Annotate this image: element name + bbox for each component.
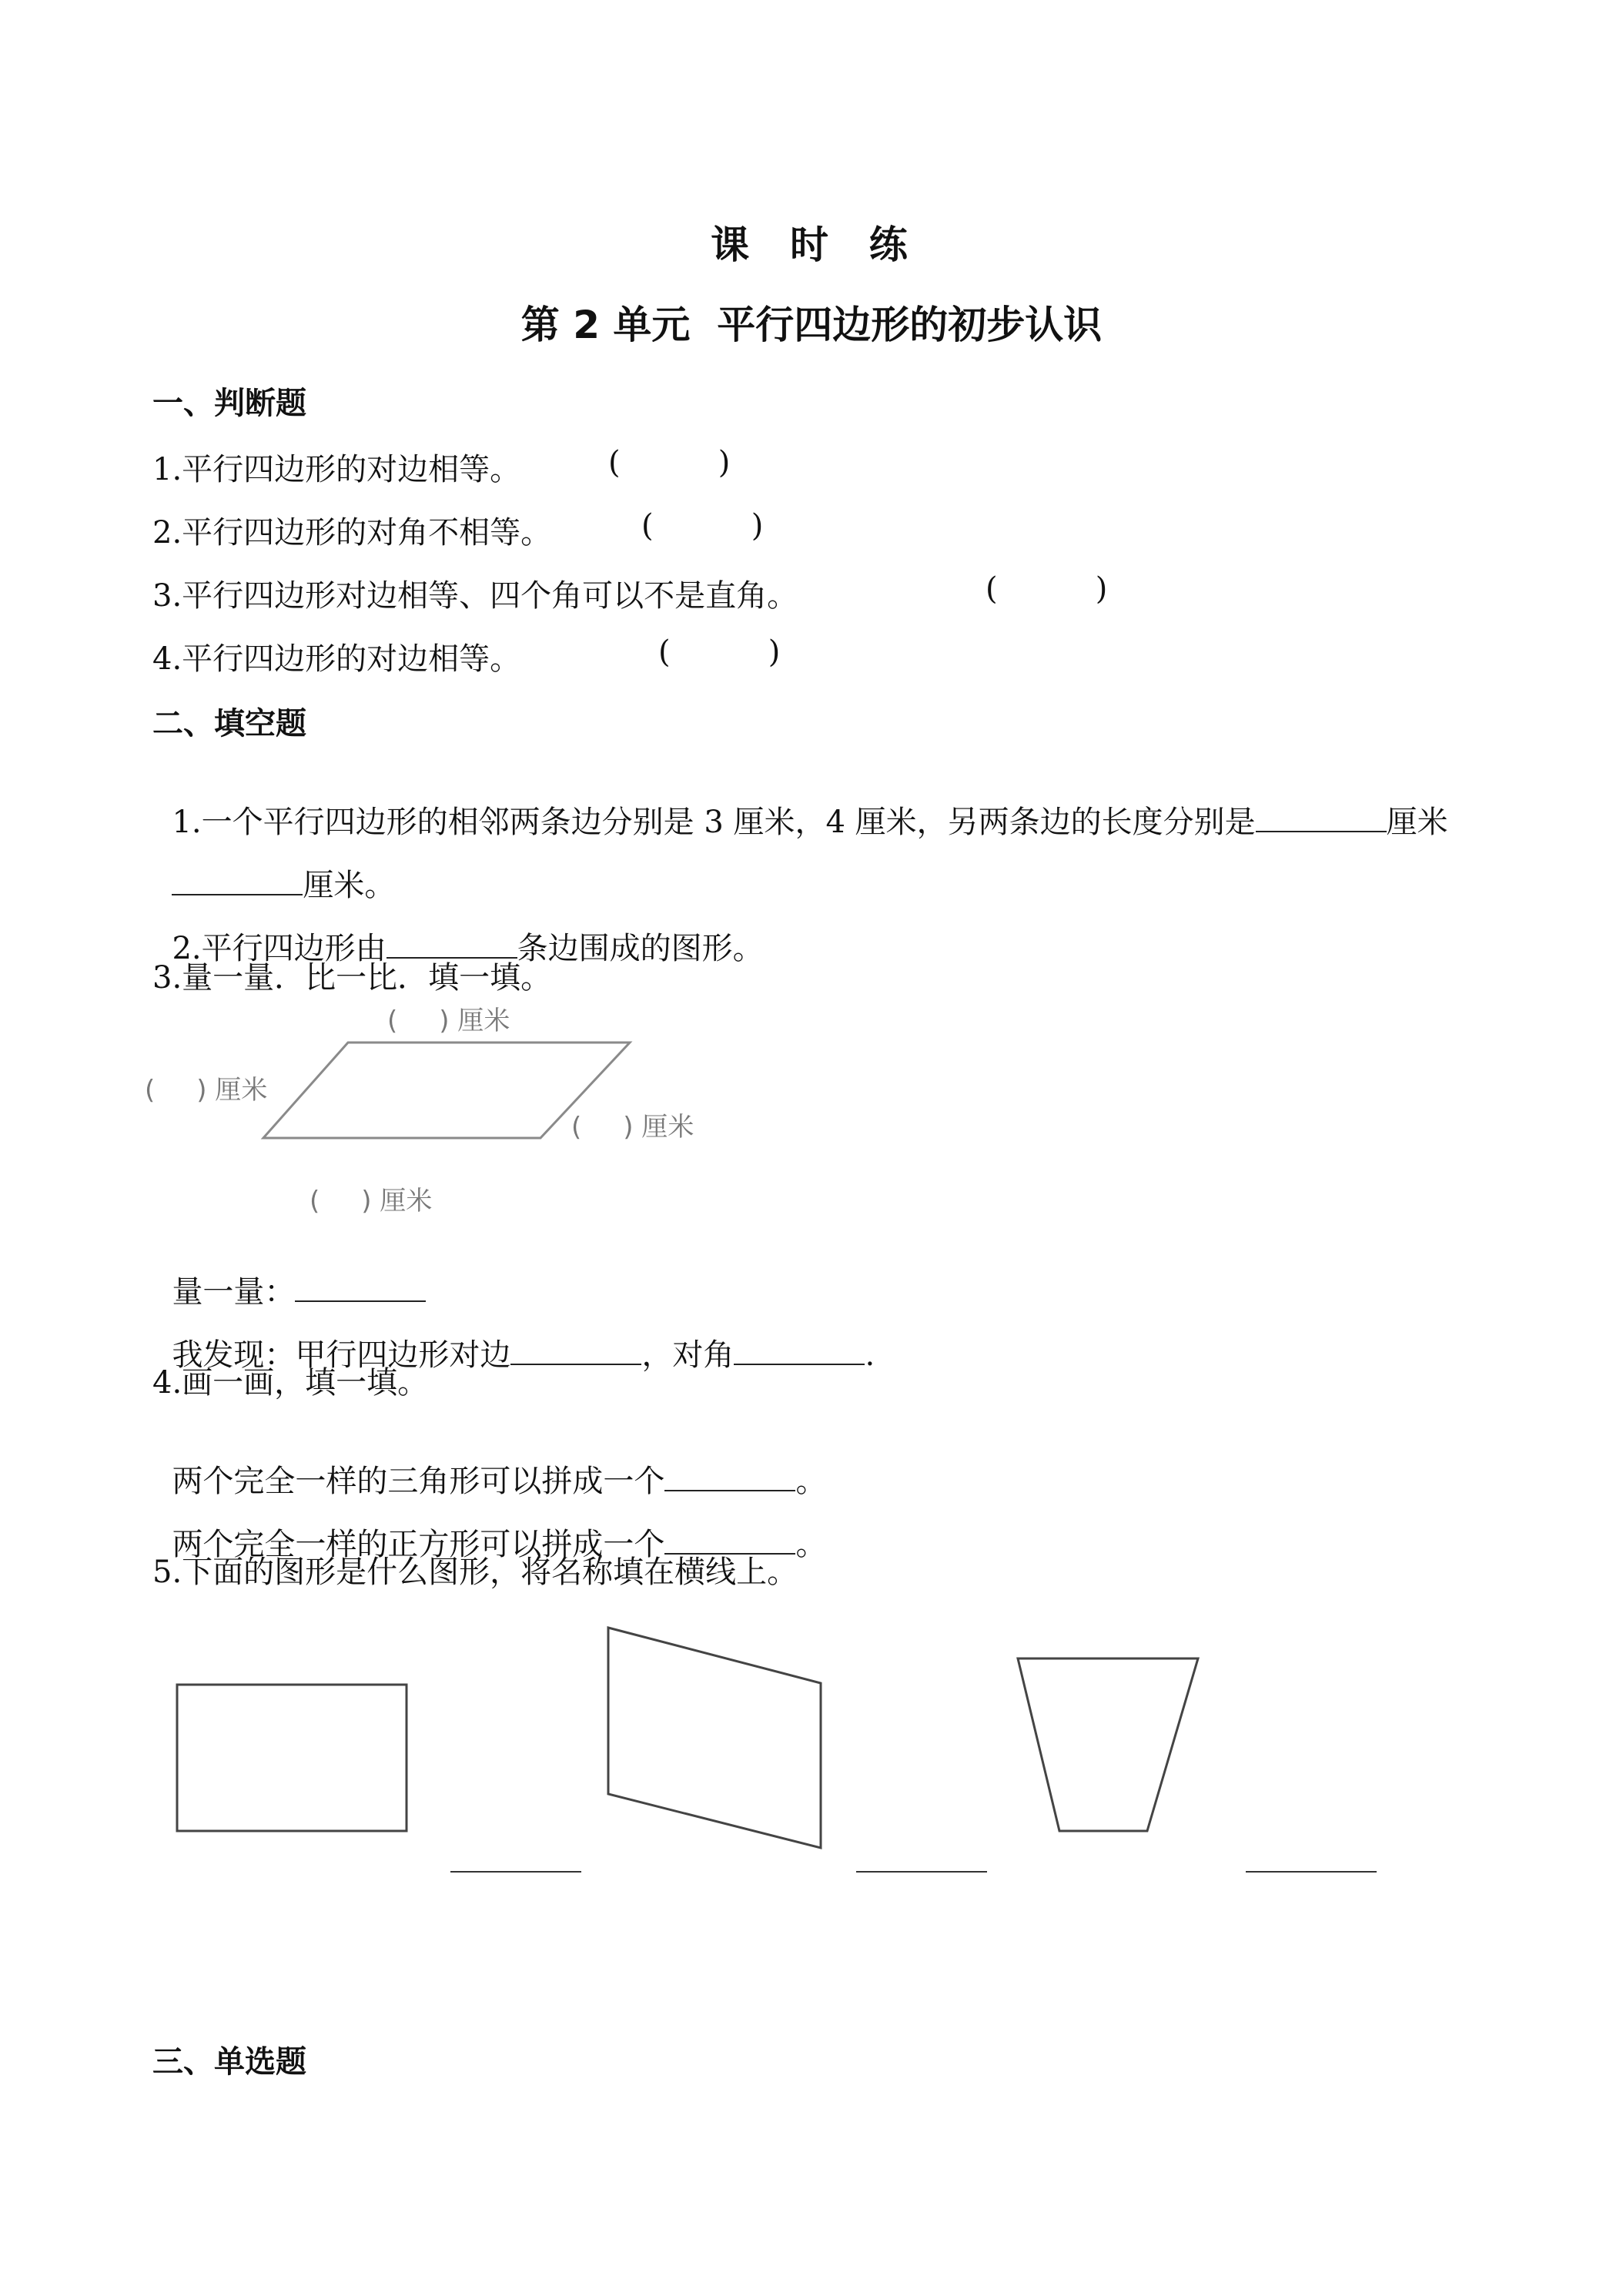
discover-pre: 我发现：甲行四边形对边 bbox=[172, 1337, 511, 1373]
discover-blank-angles[interactable] bbox=[734, 1337, 865, 1365]
judgement-answer-3[interactable]: ( ) bbox=[986, 571, 1108, 607]
shape-answer-line-3[interactable] bbox=[1246, 1871, 1377, 1873]
unit-subtitle: 第 2 单元 平行四边形的初步认识 bbox=[520, 303, 1103, 347]
fill-question-4: 4.画一画，填一填。 bbox=[152, 1365, 429, 1401]
judgement-answer-2[interactable]: ( ) bbox=[641, 508, 764, 544]
fill-question-4b-text: 两个完全一样的正方形可以拼成一个 bbox=[172, 1527, 665, 1562]
fill-question-4b-period: 。 bbox=[795, 1527, 827, 1562]
judgement-item-3: 3.平行四边形对边相等、四个角可以不是直角。 bbox=[152, 578, 798, 614]
measure-label-top[interactable]: ( ) 厘米 bbox=[387, 1006, 510, 1036]
judgement-answer-1[interactable]: ( ) bbox=[608, 445, 731, 480]
fill-question-2-pre: 2.平行四边形由 bbox=[172, 931, 387, 966]
fill-question-4a-period: 。 bbox=[795, 1464, 827, 1499]
discover-blank-sides[interactable] bbox=[510, 1337, 641, 1365]
fill-question-4a-text: 两个完全一样的三角形可以拼成一个 bbox=[172, 1464, 665, 1499]
measure-label-left[interactable]: ( ) 厘米 bbox=[145, 1075, 268, 1106]
fill-question-1-unit-2: 厘米。 bbox=[303, 868, 396, 903]
judgement-answer-4[interactable]: ( ) bbox=[658, 634, 781, 670]
fill-question-5: 5.下面的图形是什么图形，将名称填在横线上。 bbox=[152, 1555, 798, 1590]
shape-answer-line-1[interactable] bbox=[450, 1871, 581, 1873]
judgement-item-4: 4.平行四边形的对边相等。 bbox=[152, 641, 521, 677]
measure-label: 量一量： bbox=[172, 1274, 296, 1310]
section-heading-judgement: 一、判断题 bbox=[152, 386, 306, 421]
judgement-item-2: 2.平行四边形的对角不相等。 bbox=[152, 515, 552, 551]
parallelogram-figure-2 bbox=[608, 1628, 821, 1848]
measure-label-bottom[interactable]: ( ) 厘米 bbox=[310, 1186, 433, 1217]
fill-question-3: 3.量一量．比一比．填一填。 bbox=[152, 960, 552, 996]
section-heading-fill-blank: 二、填空题 bbox=[152, 706, 306, 741]
discover-end: . bbox=[865, 1337, 875, 1373]
fill-question-1-unit: 厘米 bbox=[1386, 805, 1448, 840]
fill-question-1-text: 1.一个平行四边形的相邻两条边分别是 3 厘米，4 厘米，另两条边的长度分别是 bbox=[172, 805, 1256, 840]
trapezoid-figure bbox=[1018, 1658, 1198, 1831]
section-heading-single-choice: 三、单选题 bbox=[152, 2044, 306, 2080]
rectangle-figure bbox=[177, 1685, 407, 1831]
page-title: 课 时 练 bbox=[711, 223, 912, 267]
measure-label-right[interactable]: ( ) 厘米 bbox=[571, 1112, 694, 1143]
shape-answer-line-2[interactable] bbox=[856, 1871, 987, 1873]
discover-mid: ，对角 bbox=[641, 1337, 735, 1373]
judgement-item-1: 1.平行四边形的对边相等。 bbox=[152, 452, 521, 487]
fill-question-2-post: 条边围成的图形。 bbox=[517, 931, 764, 966]
